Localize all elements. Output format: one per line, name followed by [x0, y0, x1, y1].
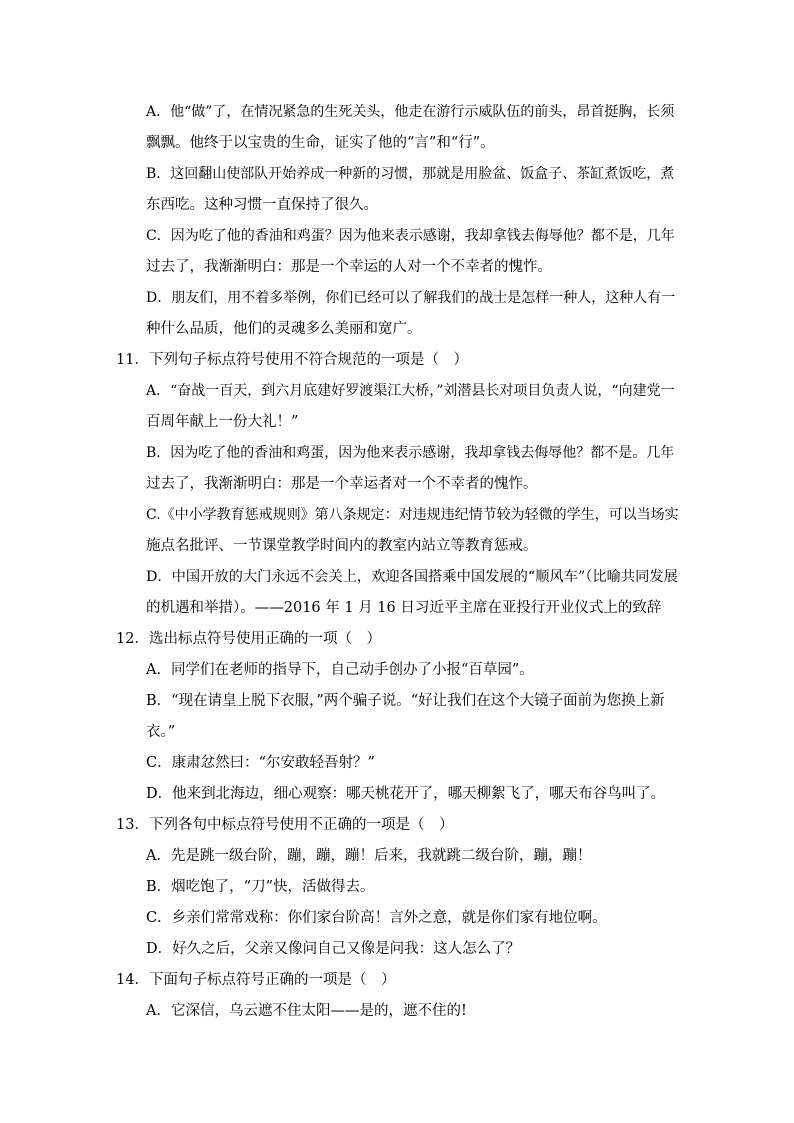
- q11-stem: 11．下列句子标点符号使用不符合规范的一项是（ ）: [116, 352, 468, 368]
- q13-stem: 13．下列各句中标点符号使用不正确的一项是（ ）: [116, 817, 454, 833]
- prev-option-b-line-2: 东西吃。这种习惯一直保持了很久。: [146, 197, 378, 213]
- prev-option-d-line-1: D．朋友们，用不着多举例，你们已经可以了解我们的战士是怎样一种人，这种人有一: [146, 290, 676, 306]
- q14-stem: 14．下面句子标点符号正确的一项是（ ）: [116, 972, 396, 988]
- q11-option-d-line-2: 的机遇和举措）。——2016 年 1 月 16 日习近平主席在亚投行开业仪式上的致辞: [146, 600, 662, 616]
- prev-option-a-line-2: 飘飘。他终于以宝贵的生命，证实了他的“言”和“行”。: [146, 135, 495, 151]
- q12-option-d: D．他来到北海边，细心观察：哪天桃花开了，哪天柳絮飞了，哪天布谷鸟叫了。: [146, 786, 666, 802]
- q12-option-a: A．同学们在老师的指导下，自己动手创办了小报“百草园”。: [146, 662, 534, 678]
- q11-option-c-line-2: 施点名批评、一节课堂教学时间内的教室内站立等教育惩戒。: [146, 538, 538, 554]
- q11-option-b-line-1: B．因为吃了他的香油和鸡蛋，因为他来表示感谢，我却拿钱去侮辱他？都不是。几年: [146, 445, 675, 461]
- prev-option-c-line-1: C．因为吃了他的香油和鸡蛋？因为他来表示感谢，我却拿钱去侮辱他？都不是，几年: [146, 228, 675, 244]
- prev-option-d-line-2: 种什么品质，他们的灵魂多么美丽和宽广。: [146, 321, 422, 337]
- q12-option-b-line-1: B．“现在请皇上脱下衣服，”两个骗子说。“好让我们在这个大镜子面前为您换上新: [146, 693, 665, 709]
- q11-option-d-line-1: D．中国开放的大门永远不会关上，欢迎各国搭乘中国发展的“顺风车”（比喻共同发展: [146, 569, 678, 585]
- q12-option-b-line-2: 衣。”: [146, 724, 176, 740]
- q11-option-c-line-1: C.《中小学教育惩戒规则》第八条规定：对违规违纪情节较为轻微的学生，可以当场实: [146, 507, 679, 523]
- prev-option-a-line-1: A．他“做”了，在情况紧急的生死关头，他走在游行示威队伍的前头，昂首挺胸，长须: [146, 104, 675, 120]
- q11-option-a-line-2: 百周年献上一份大礼！”: [146, 414, 299, 430]
- q13-option-c: C．乡亲们常常戏称：你们家台阶高！言外之意，就是你们家有地位啊。: [146, 910, 607, 926]
- q11-option-b-line-2: 过去了，我渐渐明白：那是一个幸运者对一个不幸者的愧怍。: [146, 476, 538, 492]
- q13-option-b: B．烟吃饱了，“刀”快，活做得去。: [146, 879, 375, 895]
- q12-option-c: C．康肃忿然曰：“尔安敢轻吾射？”: [146, 755, 375, 771]
- q12-stem: 12．选出标点符号使用正确的一项（ ）: [116, 631, 381, 647]
- prev-option-c-line-2: 过去了，我渐渐明白：那是一个幸运的人对一个不幸者的愧怍。: [146, 259, 552, 275]
- q13-option-a: A．先是跳一级台阶，蹦，蹦，蹦！后来，我就跳二级台阶，蹦，蹦！: [146, 848, 592, 864]
- q13-option-d: D．好久之后，父亲又像问自己又像是问我：这人怎么了？: [146, 941, 521, 957]
- q14-option-a: A．它深信，乌云遮不住太阳——是的，遮不住的!: [146, 1003, 467, 1019]
- q11-option-a-line-1: A．“奋战一百天，到六月底建好罗渡渠江大桥，”刘潜县长对项目负责人说，“向建党一: [146, 383, 675, 399]
- prev-option-b-line-1: B．这回翻山使部队开始养成一种新的习惯，那就是用脸盆、饭盒子、茶缸煮饭吃，煮: [146, 166, 675, 182]
